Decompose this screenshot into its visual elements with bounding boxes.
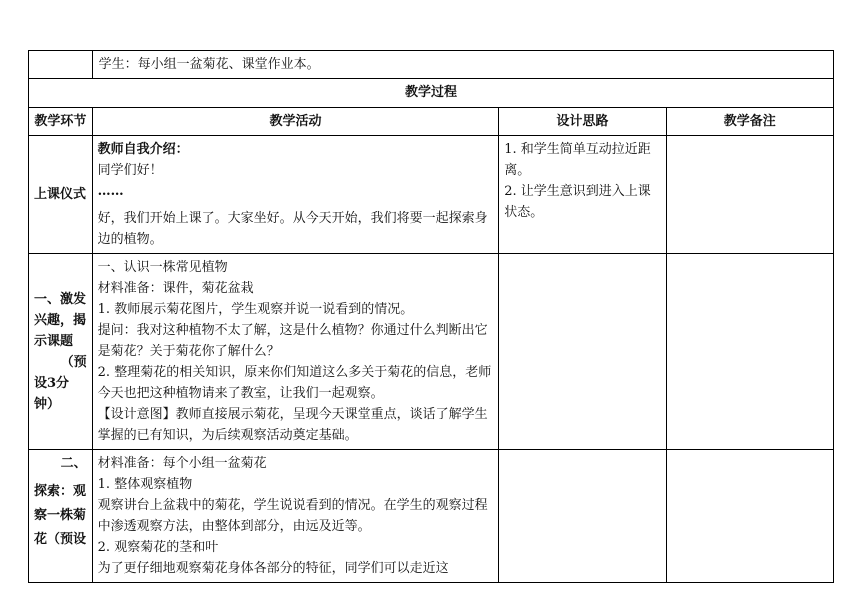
- activity-line: 一、认识一株常见植物: [97, 260, 228, 275]
- activity-heading: 教师自我介绍：: [97, 142, 189, 157]
- activity-line: 好，我们开始上课了。大家坐好。从今天开始，我们将要一起探索身边的植物。: [97, 211, 488, 247]
- activity-line: 材料准备：课件，菊花盆栽: [97, 281, 254, 296]
- notes-cell: [666, 136, 833, 254]
- activity-line: 2. 整理菊花的相关知识，原来你们知道这么多关于菊花的信息，老师今天也把这种植物请来了教室，让我们一起观察。: [97, 365, 492, 401]
- lesson-plan-table: [28, 50, 834, 583]
- activity-line: 观察讲台上盆栽中的菊花，学生说说看到的情况。在学生的观察过程中渗透观察方法，由整体到部分，由远及近等。: [97, 498, 488, 534]
- notes-cell: [666, 254, 833, 450]
- activity-cell: [92, 254, 499, 450]
- activity-cell: [92, 450, 499, 583]
- header-design: 设计思路: [499, 108, 666, 136]
- table-row: [29, 450, 834, 583]
- stage-label: 二、: [60, 456, 87, 471]
- activity-line: 【设计意图】教师直接展示菊花，呈现今天课堂重点，谈话了解学生掌握的已有知识，为后续观察活动奠定基础。: [97, 407, 488, 443]
- stage-label: 设3分钟）: [34, 375, 70, 412]
- table-row: [29, 136, 834, 254]
- design-cell: [499, 254, 666, 450]
- student-materials: 学生：每小组一盆菊花、课堂作业本。: [92, 51, 833, 79]
- activity-line: 提问：我对这种植物不太了解，这是什么植物？你通过什么判断出它是菊花？关于菊花你了解什么？: [97, 323, 488, 359]
- activity-line: 为了更仔细地观察菊花身体各部分的特征，同学们可以走近这: [97, 561, 449, 576]
- stage-cell: [29, 254, 93, 450]
- notes-cell: [666, 450, 833, 583]
- stage-label: 一、激发兴趣，揭示课题: [34, 291, 87, 349]
- header-notes: 教学备注: [666, 108, 833, 136]
- materials-empty-cell: [29, 51, 93, 79]
- stage-label: 探索：观察一株菊花（预设: [34, 484, 87, 547]
- design-cell: [499, 136, 666, 254]
- stage-label: （预: [60, 354, 87, 370]
- design-cell: [499, 450, 666, 583]
- activity-line: 1. 教师展示菊花图片，学生观察并说一说看到的情况。: [97, 302, 414, 317]
- stage-cell: [29, 450, 93, 583]
- activity-line: 同学们好！: [97, 163, 163, 178]
- header-stage: 教学环节: [29, 108, 93, 136]
- activity-cell: [92, 136, 499, 254]
- table-row: [29, 254, 834, 450]
- design-line: 1. 和学生简单互动拉近距离。: [504, 142, 651, 178]
- stage-cell: [29, 136, 93, 254]
- activity-line: ……: [97, 184, 124, 199]
- stage-label: 上课仪式: [34, 187, 87, 202]
- header-activity: 教学活动: [92, 108, 499, 136]
- process-title-row: [29, 79, 834, 108]
- materials-row: [29, 51, 834, 79]
- header-row: [29, 108, 834, 136]
- activity-line: 材料准备：每个小组一盆菊花: [97, 456, 267, 471]
- activity-line: 2. 观察菊花的茎和叶: [97, 540, 219, 555]
- activity-line: 1. 整体观察植物: [97, 477, 193, 492]
- design-line: 2. 让学生意识到进入上课状态。: [504, 184, 651, 220]
- process-title: 教学过程: [29, 79, 834, 108]
